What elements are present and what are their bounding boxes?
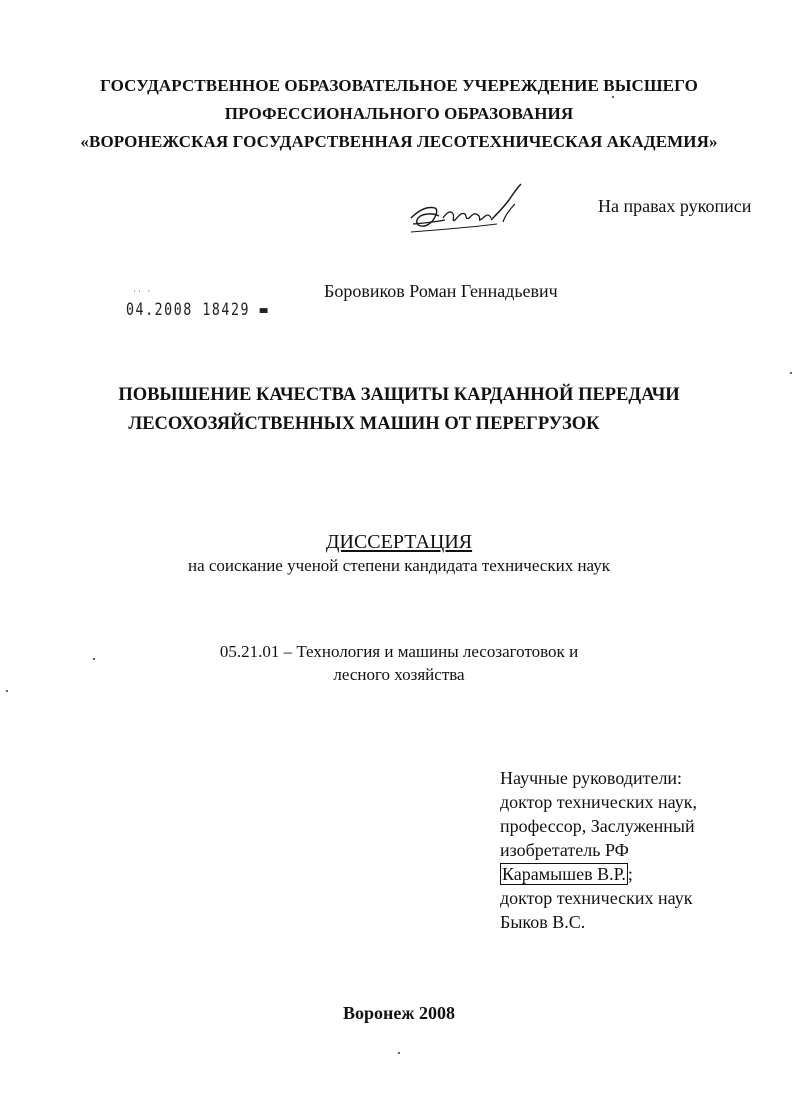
title-line-2: ЛЕСОХОЗЯЙСТВЕННЫХ МАШИН ОТ ПЕРЕГРУЗОК: [128, 414, 600, 434]
scan-speck: [398, 1052, 400, 1054]
supervisor-2-name: Быков В.С.: [500, 912, 586, 932]
supervisor-1-name: Карамышев В.Р.: [502, 864, 626, 884]
specialty-line-1: 05.21.01 – Технология и машины лесозаготовок и: [219, 642, 579, 661]
author-signature: [405, 180, 535, 244]
scan-speck: [612, 96, 614, 98]
supervisors-heading: Научные руководители:: [500, 768, 683, 788]
specialty-line-2: лесного хозяйства: [333, 665, 465, 684]
stamp-marks: ˙˙ ˙: [133, 289, 153, 299]
supervisor-1-suffix: ;: [627, 864, 633, 884]
city-year: Воронеж 2008: [343, 1003, 455, 1023]
author-name: Боровиков Роман Геннадьевич: [324, 281, 558, 301]
stamp-number-text: 04.2008 18429: [126, 300, 251, 320]
scan-speck: [790, 372, 792, 374]
supervisor-1-degree: доктор технических наук,: [500, 792, 697, 812]
supervisor-1-row: [500, 862, 697, 886]
supervisors-block: [500, 766, 697, 934]
scan-speck: [6, 690, 8, 692]
supervisor-1-title: профессор, Заслуженный: [500, 816, 695, 836]
specialty: [0, 640, 798, 686]
document-purpose: на соискание ученой степени кандидата технических наук: [187, 556, 610, 575]
supervisor-2-degree: доктор технических наук: [500, 888, 693, 908]
dissertation-title: [0, 381, 798, 439]
stamp-tail-mark: ▬: [250, 300, 270, 320]
institution-line-3: «ВОРОНЕЖСКАЯ ГОСУДАРСТВЕННАЯ ЛЕСОТЕХНИЧЕСКАЯ АКАДЕМИЯ»: [80, 132, 718, 151]
institution-line-2: ПРОФЕССИОНАЛЬНОГО ОБРАЗОВАНИЯ: [224, 104, 574, 123]
title-line-1: ПОВЫШЕНИЕ КАЧЕСТВА ЗАЩИТЫ КАРДАННОЙ ПЕРЕДАЧИ: [118, 385, 680, 405]
document-type: ДИССЕРТАЦИЯ: [325, 531, 473, 553]
institution-header: [0, 72, 798, 156]
scan-speck: [93, 658, 95, 660]
supervisor-1-honor: изобретатель РФ: [500, 840, 629, 860]
institution-line-1: ГОСУДАРСТВЕННОЕ ОБРАЗОВАТЕЛЬНОЕ УЧЕРЕЖДЕНИЕ ВЫСШЕГО: [100, 76, 698, 95]
rights-note: На правах рукописи: [598, 196, 752, 216]
library-stamp-number: [126, 300, 269, 320]
